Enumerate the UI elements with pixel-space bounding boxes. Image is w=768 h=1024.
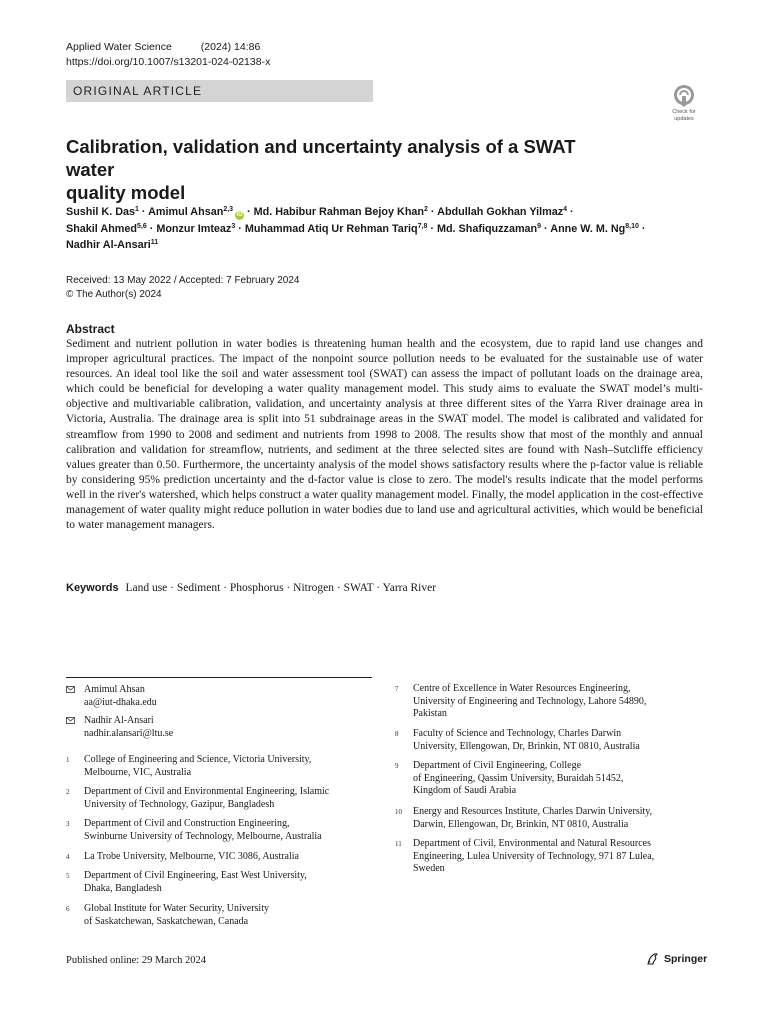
affiliation-line: Darwin, Ellengowan, Dr, Brinkin, NT 0810, Australia [413, 818, 629, 830]
contact-entry [66, 684, 157, 709]
author-line-3 [66, 237, 706, 254]
contact-email[interactable]: nadhir.alansari@ltu.se [84, 727, 174, 739]
affiliation-number: 4 [66, 853, 70, 861]
author-name: Shakil Ahmed [66, 222, 137, 235]
author-affil: 4 [563, 206, 568, 213]
affiliation-line: University, Ellengowan, Dr, Brinkin, NT 0810, Australia [413, 740, 640, 752]
article-dates [66, 274, 299, 301]
keywords-label: Keywords [66, 582, 119, 594]
affiliation-line: Sweden [413, 863, 445, 875]
affiliation-line: Melbourne, VIC, Australia [84, 766, 192, 778]
article-type-label: ORIGINAL ARTICLE [73, 84, 203, 98]
abstract-text: Sediment and nutrient pollution in water bodies is threatening human health and the ecosystem, due to rapid land use changes and improper agricultural practices. The impact of the nonpoint source pollution needs to be evaluated for the sustainable use of water resources. An ideal tool like the soil and water assessment tool (SWAT) can assess the impact of pollutant loads on the drainage area, which could be beneficial for developing a water quality management model. This study aims to evaluate the SWAT model’s multi-objective and multivariable calibration, validation, and uncertainty analysis at three different sites of the Yarra River drainage area in Victoria, Australia. The drainage area is split into 51 subdrainage areas in the SWAT model. The model is calibrated and validated for streamflow from 1990 to 2008 and sediment and nutrients from 1998 to 2008. The results show that most of the monthly and annual calibration and validation for streamflow, nutrients, and sediment at the three selected sites are found with Nash–Sutcliffe efficiency values greater than 0.50. Furthermore, the uncertainty analysis of the model shows satisfactory results where the p-factor value is reliable by considering 95% prediction uncertainty and the d-factor value is close to zero. The model's results indicate that the model performs well in the river's watershed, which helps construct a water quality management model. Finally, the model application in the cost-effective management of water quality might reduce pollution in water bodies due to land use and agricultural activities, which would be beneficial to water management managers. [66, 338, 703, 532]
affiliation-number: 6 [66, 905, 70, 913]
affiliation-line: of Saskatchewan, Saskatchewan, Canada [84, 915, 249, 927]
affiliation-11 [395, 838, 705, 876]
affiliation-line: University of Engineering and Technology, Lahore 54890, [413, 695, 647, 707]
affiliation-line: Swinburne University of Technology, Melbourne, Australia [84, 830, 322, 842]
affiliation-line: Department of Civil Engineering, East West University, [84, 870, 307, 881]
affiliation-1 [66, 754, 366, 779]
published-date: Published online: 29 March 2024 [66, 955, 206, 966]
publisher-name: Springer [664, 953, 708, 965]
doi-link[interactable]: https://doi.org/10.1007/s13201-024-02138-x [66, 56, 271, 68]
author-name: Sushil K. Das [66, 206, 135, 218]
author-affil: 2,3 [223, 206, 234, 213]
contact-name: Amimul Ahsan [84, 684, 145, 695]
author-affil: 3 [231, 222, 236, 230]
affiliation-number: 7 [395, 685, 399, 693]
affiliation-number: 5 [66, 872, 70, 880]
copyright: © The Author(s) 2024 [66, 288, 162, 300]
footnote-divider [66, 677, 372, 678]
affiliation-number: 11 [395, 840, 402, 848]
keywords-list: Land use · Sediment · Phosphorus · Nitrogen · SWAT · Yarra River [125, 582, 437, 594]
author-name: Muhammad Atiq Ur Rehman Tariq [244, 222, 418, 235]
affiliation-number: 3 [66, 820, 70, 828]
journal-header [66, 40, 270, 70]
affiliation-5 [66, 870, 366, 895]
affiliation-number: 2 [66, 788, 70, 796]
keywords [66, 582, 436, 594]
affiliation-3 [66, 818, 366, 843]
contact-email[interactable]: aa@iut-dhaka.edu [84, 696, 157, 708]
affiliation-6 [66, 903, 366, 928]
journal-name: Applied Water Science [66, 41, 172, 53]
affiliation-line: Pakistan [413, 708, 447, 720]
author-name: Anne W. M. Ng [550, 222, 626, 235]
check-updates-line2: updates [674, 116, 694, 122]
affiliation-8 [395, 728, 705, 753]
check-updates-icon [673, 84, 695, 108]
affiliation-line: Department of Civil and Construction Engineering, [84, 818, 290, 829]
author-affil: 2 [424, 206, 428, 213]
author-affil: 11 [150, 239, 159, 246]
affiliation-7 [395, 683, 705, 721]
author-name: Md. Shafiqu​zzaman [436, 222, 538, 235]
author-name: Amimul Ahsan [148, 206, 224, 218]
affiliation-10 [395, 806, 705, 831]
author-line-2: Shakil Ahmed$^{5,6}$ · Monzur Imteaz$^3$ · Muhammad Atiq Ur Rehman Tariq$^{7,8}$ · Md. Shafiqu​zzaman$^9$ · Anne W. M. Ng$^{8,10}$ · [66, 222, 646, 235]
affiliation-number: 8 [395, 730, 399, 738]
title-line-1: Calibration, validation and uncertainty analysis of a SWAT water [66, 136, 576, 180]
publisher-logo [646, 952, 707, 966]
envelope-icon [66, 717, 75, 724]
affiliation-line: Global Institute for Water Security, University [84, 903, 269, 914]
affiliation-number: 9 [395, 762, 399, 770]
author-affil: 7,8 [417, 222, 428, 230]
author-affil: 5,6 [137, 222, 147, 230]
affiliation-line: Faculty of Science and Technology, Charles Darwin [413, 728, 622, 739]
affiliation-2 [66, 786, 366, 811]
envelope-icon [66, 686, 75, 693]
affiliation-9 [395, 760, 705, 798]
affiliation-4 [66, 851, 366, 864]
received-accepted: Received: 13 May 2022 / Accepted: 7 February 2024 [66, 275, 300, 286]
contact-name: Nadhir Al-Ansari [84, 715, 154, 726]
affiliation-number: 1 [66, 756, 70, 764]
article-type-bar [66, 80, 373, 102]
author-name: Abdullah Gokhan Yilmaz [437, 206, 564, 218]
affiliation-line: Kingdom of Saudi Arabia [413, 785, 517, 797]
abstract-heading: Abstract [66, 322, 115, 336]
author-name: Md. Habibur Rahman Bejoy Khan [253, 206, 425, 218]
title-line-2: quality model [66, 182, 186, 203]
affiliation-line: La Trobe University, Melbourne, VIC 3086, Australia [84, 851, 299, 862]
author-affil: 1 [135, 206, 139, 213]
affiliation-line: Department of Civil, Environmental and Natural Resources [413, 838, 651, 849]
author-name: Nadhir Al-Ansari [66, 239, 151, 251]
affiliation-line: Centre of Excellence in Water Resources Engineering, [413, 683, 631, 694]
affiliation-line: Department of Civil and Environmental Engineering, Islamic [84, 786, 330, 797]
author-line-1: Sushil K. Das$^1$ · Amimul Ahsan$^{2,3}$iD · Md. Habibur Rahman Bejoy Khan$^2$ · Abdullah Gokhan Yilmaz$^4$ · [66, 206, 574, 218]
affiliation-line: Dhaka, Bangladesh [84, 882, 162, 894]
affiliation-line: Energy and Resources Institute, Charles Darwin University, [413, 806, 653, 817]
check-updates-line1: Check for [672, 109, 696, 115]
article-title [66, 135, 626, 204]
affiliation-number: 10 [395, 808, 402, 816]
author-list [66, 204, 706, 254]
springer-horse-icon [646, 952, 660, 966]
affiliation-line: of Engineering, Qassim University, Buraidah 51452, [413, 772, 624, 784]
contact-entry [66, 715, 173, 740]
author-name: Monzur Imteaz [156, 222, 232, 235]
author-affil: 9 [537, 222, 542, 230]
affiliation-line: College of Engineering and Science, Victoria University, [84, 754, 312, 765]
orcid-icon[interactable]: iD [236, 212, 243, 218]
journal-volume: (2024) 14:86 [200, 41, 261, 53]
check-for-updates-badge[interactable] [664, 84, 704, 124]
affiliation-line: Engineering, Lulea University of Technology, 971 87 Lulea, [413, 850, 655, 862]
affiliation-line: University of Technology, Gazipur, Bangladesh [84, 798, 275, 810]
author-affil: 8,10 [625, 222, 639, 230]
affiliation-line: Department of Civil Engineering, College [413, 760, 582, 771]
